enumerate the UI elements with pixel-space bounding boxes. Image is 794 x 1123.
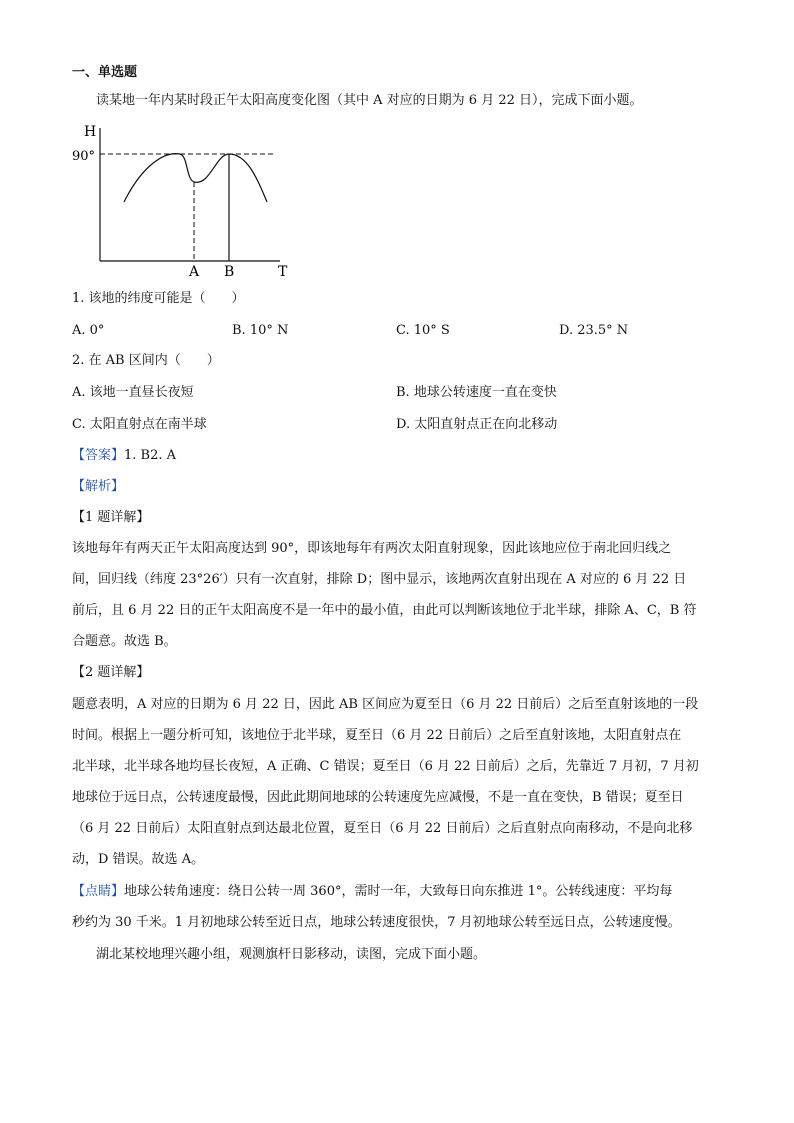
solar-altitude-figure (72, 116, 312, 281)
section-title: 一、单选题 (72, 65, 138, 80)
point-b-label: B (224, 264, 235, 280)
q1-option-d[interactable]: D. 23.5° N (559, 323, 629, 338)
detail-2-line: 北半球，北半球各地均昼长夜短，A 正确、C 错误；夏至日（6 月 22 日前后）之后，先靠近 7 月初，7 月初 (72, 759, 699, 774)
analysis-label: 【解析】 (72, 479, 125, 494)
next-question-intro: 湖北某校地理兴趣小组，观测旗杆日影移动，读图，完成下面小题。 (96, 947, 487, 962)
answer-label: 【答案】 (72, 448, 125, 463)
detail-2-label: 【2 题详解】 (72, 665, 150, 680)
q1-option-a[interactable]: A. 0° (72, 323, 105, 338)
answer-row (72, 447, 176, 465)
q1-option-b[interactable]: B. 10° N (232, 323, 289, 338)
q2-option-c[interactable]: C. 太阳直射点在南半球 (72, 417, 207, 432)
q2-option-d[interactable]: D. 太阳直射点正在向北移动 (396, 417, 558, 432)
detail-2-paragraph (72, 689, 722, 875)
detail-2-line: 动，D 错误。故选 A。 (72, 852, 205, 867)
altitude-curve (124, 154, 267, 202)
q1-option-c[interactable]: C. 10° S (396, 323, 450, 338)
q2-option-a[interactable]: A. 该地一直昼长夜短 (72, 385, 194, 400)
detail-1-label: 【1 题详解】 (72, 510, 150, 525)
answer-text: 1. B2. A (124, 448, 177, 463)
tip-label: 【点睛】 (72, 884, 125, 899)
axis-y-label: H (84, 124, 97, 140)
detail-1-line: 合题意。故选 B。 (72, 634, 177, 649)
detail-2-line: 时间。根据上一题分析可知，该地位于北半球，夏至日（6 月 22 日前后）之后至直射该地，太阳直射点在 (72, 728, 682, 743)
q2-option-b[interactable]: B. 地球公转速度一直在变快 (396, 385, 557, 400)
question-2-stem: 2. 在 AB 区间内（ ） (72, 353, 220, 368)
level-90-label: 90° (72, 149, 96, 164)
detail-1-line: 前后，且 6 月 22 日的正午太阳高度不是一年中的最小值，由此可以判断该地位于北半球，排除 A、C，B 符 (72, 603, 697, 618)
question-intro: 读某地一年内某时段正午太阳高度变化图（其中 A 对应的日期为 6 月 22 日），完成下面小题。 (96, 93, 643, 108)
detail-2-line: （6 月 22 日前后）太阳直射点到达最北位置，夏至日（6 月 22 日前后）之后直射点向南移动，不是向北移 (72, 821, 693, 836)
detail-1-paragraph (72, 533, 722, 657)
tip-paragraph (72, 876, 722, 938)
detail-2-line: 题意表明，A 对应的日期为 6 月 22 日，因此 AB 区间应为夏至日（6 月 22 日前后）之后至直射该地的一段 (72, 697, 699, 712)
detail-1-line: 该地每年有两天正午太阳高度达到 90°，即该地每年有两次太阳直射现象，因此该地应位于南北回归线之 (72, 541, 672, 556)
question-1-stem: 1. 该地的纬度可能是（ ） (72, 291, 245, 306)
axis-x-label: T (278, 264, 288, 280)
detail-1-line: 间，回归线（纬度 23°26′）只有一次直射，排除 D；图中显示，该地两次直射出现在 A 对应的 6 月 22 日 (72, 572, 687, 587)
point-a-label: A (189, 264, 200, 280)
tip-line: 秒约为 30 千米。1 月初地球公转至近日点，地球公转速度很快，7 月初地球公转至远日点，公转速度慢。 (72, 915, 681, 930)
tip-line: 【点睛】地球公转角速度：绕日公转一周 360°，需时一年，大致每日向东推进 1°。公转线速度：平均每 (72, 884, 673, 899)
detail-2-line: 地球位于远日点，公转速度最慢，因此此期间地球的公转速度先应减慢，不是一直在变快，B 错误；夏至日 (72, 790, 684, 805)
